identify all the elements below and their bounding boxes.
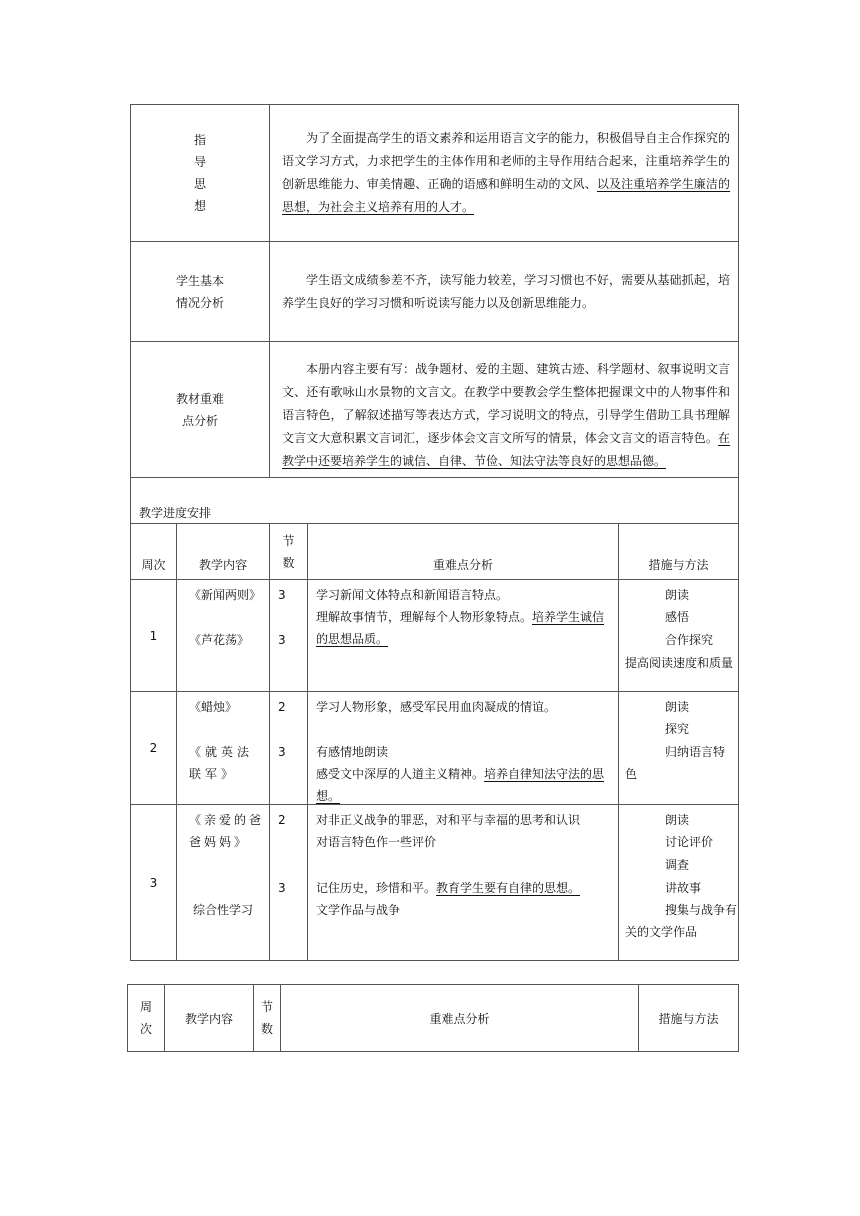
textbook-analysis-label: 教材重难 点分析 [131, 342, 270, 478]
student-analysis-text: 学生语文成绩参差不齐，读写能力较差，学习习惯也不好，需要从基础抓起，培养学生良好的学习习惯和听说读写能力以及创新思维能力。 [270, 242, 739, 342]
table-row [131, 692, 739, 805]
header-analysis: 重难点分析 [281, 985, 639, 1052]
header-content: 教学内容 [165, 985, 254, 1052]
periods-cell: 2 3 [270, 805, 308, 961]
teaching-plan-table [130, 104, 739, 961]
analysis-cell: 对非正义战争的罪恶，对和平与幸福的思考和认识 对语言特色作一些评价 记住历史，珍惜和平。教育学生要有自律的思想。 文学作品与战争 [308, 805, 619, 961]
next-page-header-row [128, 985, 739, 1052]
week-cell: 2 [131, 692, 177, 805]
header-methods: 措施与方法 [639, 985, 739, 1052]
schedule-title-row [131, 478, 739, 524]
schedule-header-row [131, 524, 739, 580]
schedule-title: 教学进度安排 [131, 478, 739, 524]
header-analysis: 重难点分析 [308, 524, 619, 580]
header-periods: 节 数 [270, 524, 308, 580]
header-week: 周 次 [128, 985, 165, 1052]
guiding-thought-label: 指 导 思 想 [131, 105, 270, 242]
guiding-thought-text: 为了全面提高学生的语文素养和运用语言文字的能力，积极倡导自主合作探究的语文学习方式，力求把学生的主体作用和老师的主导作用结合起来，注重培养学生的创新思维能力、审美情趣、正确的语感和鲜明生动的文风、以及注重培养学生廉洁的思想，为社会主义培养有用的人才。 [270, 105, 739, 242]
table-row [131, 805, 739, 961]
methods-cell: 朗读 探究 归纳语言特色 [619, 692, 739, 805]
guiding-thought-row [131, 105, 739, 242]
lesson-cell: 《亲爱的爸爸妈妈》 综合性学习 [177, 805, 270, 961]
lesson-cell: 《蜡烛》 《就英法联军》 [177, 692, 270, 805]
header-periods: 节 数 [254, 985, 281, 1052]
methods-cell: 朗读 感悟 合作探究 提高阅读速度和质量 [619, 580, 739, 692]
periods-cell: 2 3 [270, 692, 308, 805]
methods-cell: 朗读 讨论评价 调查 讲故事 搜集与战争有关的文学作品 [619, 805, 739, 961]
lesson-cell: 《新闻两则》 《芦花荡》 [177, 580, 270, 692]
textbook-analysis-text: 本册内容主要有写：战争题材、爱的主题、建筑古迹、科学题材、叙事说明文言文、还有歌咏山水景物的文言文。在教学中要教会学生整体把握课文中的人物事件和语言特色，了解叙述描写等表达方式，学习说明文的特点，引导学生借助工具书理解文言文大意积累文言词汇，逐步体会文言文所写的情景，体会文言文的语言特色。在教学中还要培养学生的诚信、自律、节俭、知法守法等良好的思想品德。 [270, 342, 739, 478]
analysis-cell: 学习人物形象，感受军民用血肉凝成的情谊。 有感情地朗读 感受文中深厚的人道主义精神。培养自律知法守法的思想。 [308, 692, 619, 805]
student-analysis-row [131, 242, 739, 342]
analysis-cell: 学习新闻文体特点和新闻语言特点。 理解故事情节，理解每个人物形象特点。培养学生诚信的思想品质。 [308, 580, 619, 692]
week-cell: 1 [131, 580, 177, 692]
table-row [131, 580, 739, 692]
next-page-table [127, 984, 739, 1052]
textbook-analysis-row [131, 342, 739, 478]
header-content: 教学内容 [177, 524, 270, 580]
student-analysis-label: 学生基本 情况分析 [131, 242, 270, 342]
periods-cell: 3 3 [270, 580, 308, 692]
header-methods: 措施与方法 [619, 524, 739, 580]
header-week: 周次 [131, 524, 177, 580]
week-cell: 3 [131, 805, 177, 961]
